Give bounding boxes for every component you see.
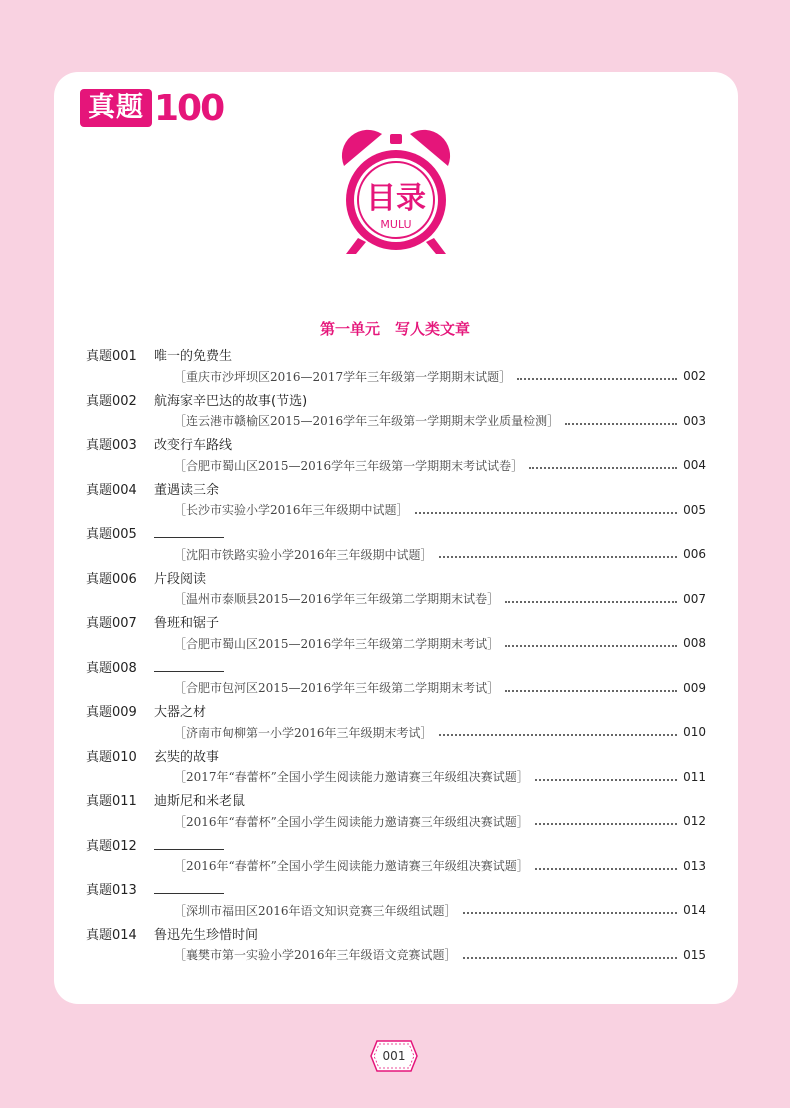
entry-source-line (174, 812, 706, 830)
entry-source-line (174, 723, 706, 741)
entry-title: 大器之材 (154, 705, 207, 720)
entry-source: ［2017年“春蕾杯”全国小学生阅读能力邀请赛三年级组决赛试题］ (174, 770, 529, 784)
entry-page: 005 (683, 502, 706, 517)
entry-number: 真题001 (86, 349, 137, 364)
page-number: 001 (382, 1049, 406, 1063)
entry-title: 鲁迅先生珍惜时间 (154, 927, 259, 943)
entry-page: 014 (683, 903, 706, 917)
toc-entry[interactable] (0, 742, 790, 787)
entry-number: 真题009 (86, 705, 137, 720)
toc-entry[interactable] (0, 697, 790, 742)
entry-number: 真题011 (86, 794, 137, 809)
toc-entry[interactable] (0, 608, 790, 653)
entry-page: 002 (683, 369, 706, 383)
entry-source-line (174, 545, 706, 563)
toc-entry[interactable] (0, 564, 790, 609)
logo-number: 100 (154, 87, 224, 129)
toc-entry[interactable] (0, 519, 790, 564)
dot-leader (505, 645, 677, 647)
entry-number: 真题013 (86, 883, 137, 898)
entry-source: ［沈阳市铁路实验小学2016年三年级期中试题］ (174, 547, 433, 562)
entry-source: ［重庆市沙坪坝区2016—2017学年三年级第一学期期末试题］ (174, 369, 512, 384)
entry-source: ［长沙市实验小学2016年三年级期中试题］ (174, 503, 409, 517)
entry-number: 真题012 (86, 838, 137, 854)
entry-page: 003 (683, 413, 706, 428)
entry-number: 真题014 (86, 927, 137, 943)
entry-source: ［合肥市蜀山区2015—2016学年三年级第二学期期末考试］ (174, 636, 500, 651)
entry-page: 010 (683, 725, 706, 739)
title-blank-line (154, 893, 224, 894)
entry-source-line (174, 679, 706, 697)
entry-title: 玄奘的故事 (154, 749, 220, 765)
entry-number: 真题005 (86, 527, 137, 542)
entry-title: 唯一的免费生 (154, 349, 233, 364)
title-blank-line (154, 671, 224, 672)
toc-entry[interactable] (0, 475, 790, 520)
entry-page: 012 (683, 814, 706, 828)
dot-leader (439, 556, 678, 558)
entry-page: 004 (683, 458, 706, 472)
entry-source-line (174, 901, 706, 919)
dot-leader (463, 957, 678, 959)
dot-leader (463, 912, 678, 914)
toc-list (0, 341, 790, 964)
entry-number: 真题004 (86, 482, 137, 498)
toc-title: 目录 (366, 181, 426, 216)
dot-leader (505, 601, 677, 603)
toc-entry[interactable] (0, 341, 790, 386)
entry-number: 真题002 (86, 393, 137, 409)
entry-source-line (174, 634, 706, 652)
entry-source-line (174, 857, 706, 875)
dot-leader (535, 868, 677, 870)
entry-source: ［2016年“春蕾杯”全国小学生阅读能力邀请赛三年级组决赛试题］ (174, 859, 529, 873)
entry-title: 迪斯尼和米老鼠 (154, 794, 246, 809)
alarm-clock-icon (338, 126, 454, 258)
title-blank-line (154, 849, 224, 850)
entry-number: 真题003 (86, 438, 137, 453)
entry-page: 009 (683, 680, 706, 695)
entry-source: ［温州市泰顺县2015—2016学年三年级第二学期期末试卷］ (174, 592, 500, 606)
entry-page: 011 (683, 769, 706, 784)
dot-leader (529, 467, 677, 469)
entry-page: 007 (683, 591, 706, 606)
dot-leader (517, 378, 677, 380)
entry-number: 真题010 (86, 749, 137, 765)
entry-number: 真题008 (86, 660, 137, 676)
toc-entry[interactable] (0, 875, 790, 920)
entry-page: 008 (683, 636, 706, 650)
dot-leader (565, 423, 677, 425)
entry-source: ［合肥市蜀山区2015—2016学年三年级第一学期期末考试试卷］ (174, 458, 524, 473)
entry-source: ［2016年“春蕾杯”全国小学生阅读能力邀请赛三年级组决赛试题］ (174, 814, 529, 829)
dot-leader (505, 690, 677, 692)
entry-source: ［合肥市包河区2015—2016学年三年级第二学期期末考试］ (174, 681, 500, 695)
entry-source-line (174, 367, 706, 385)
dot-leader (535, 779, 677, 781)
dot-leader (415, 512, 678, 514)
logo-box-text: 真题 (80, 89, 152, 127)
entry-source-line (174, 456, 706, 474)
title-blank-line (154, 537, 224, 538)
entry-source: ［襄樊市第一实验小学2016年三年级语文竞赛试题］ (174, 948, 457, 962)
toc-entry[interactable] (0, 653, 790, 698)
entry-page: 013 (683, 858, 706, 873)
dot-leader (439, 734, 678, 736)
brand-logo (80, 88, 223, 128)
entry-source: ［深圳市福田区2016年语文知识竞赛三年级组试题］ (174, 903, 457, 918)
toc-subtitle: MULU (380, 218, 412, 231)
page-number-badge (369, 1037, 419, 1075)
dot-leader (535, 823, 677, 825)
unit-heading: 第一单元 写人类文章 (319, 320, 470, 338)
entry-source-line (174, 501, 706, 519)
toc-entry[interactable] (0, 920, 790, 965)
entry-title: 改变行车路线 (154, 438, 233, 453)
entry-page: 015 (683, 947, 706, 962)
entry-source: ［济南市甸柳第一小学2016年三年级期末考试］ (174, 725, 433, 740)
entry-source-line (174, 590, 706, 608)
entry-title: 片段阅读 (154, 571, 207, 587)
entry-title: 董遇读三余 (154, 482, 220, 498)
toc-entry[interactable] (0, 430, 790, 475)
entry-title: 鲁班和锯子 (154, 616, 220, 631)
entry-source-line (174, 768, 706, 786)
entry-number: 真题006 (86, 571, 137, 587)
entry-number: 真题007 (86, 616, 137, 631)
entry-page: 006 (683, 547, 706, 561)
entry-source-line (174, 412, 706, 430)
entry-source: ［连云港市赣榆区2015—2016学年三年级第一学期期末学业质量检测］ (174, 414, 560, 428)
entry-source-line (174, 946, 706, 964)
entry-title: 航海家辛巴达的故事(节选) (154, 393, 308, 409)
toc-entry[interactable] (0, 786, 790, 831)
toc-entry[interactable] (0, 831, 790, 876)
toc-entry[interactable] (0, 386, 790, 431)
